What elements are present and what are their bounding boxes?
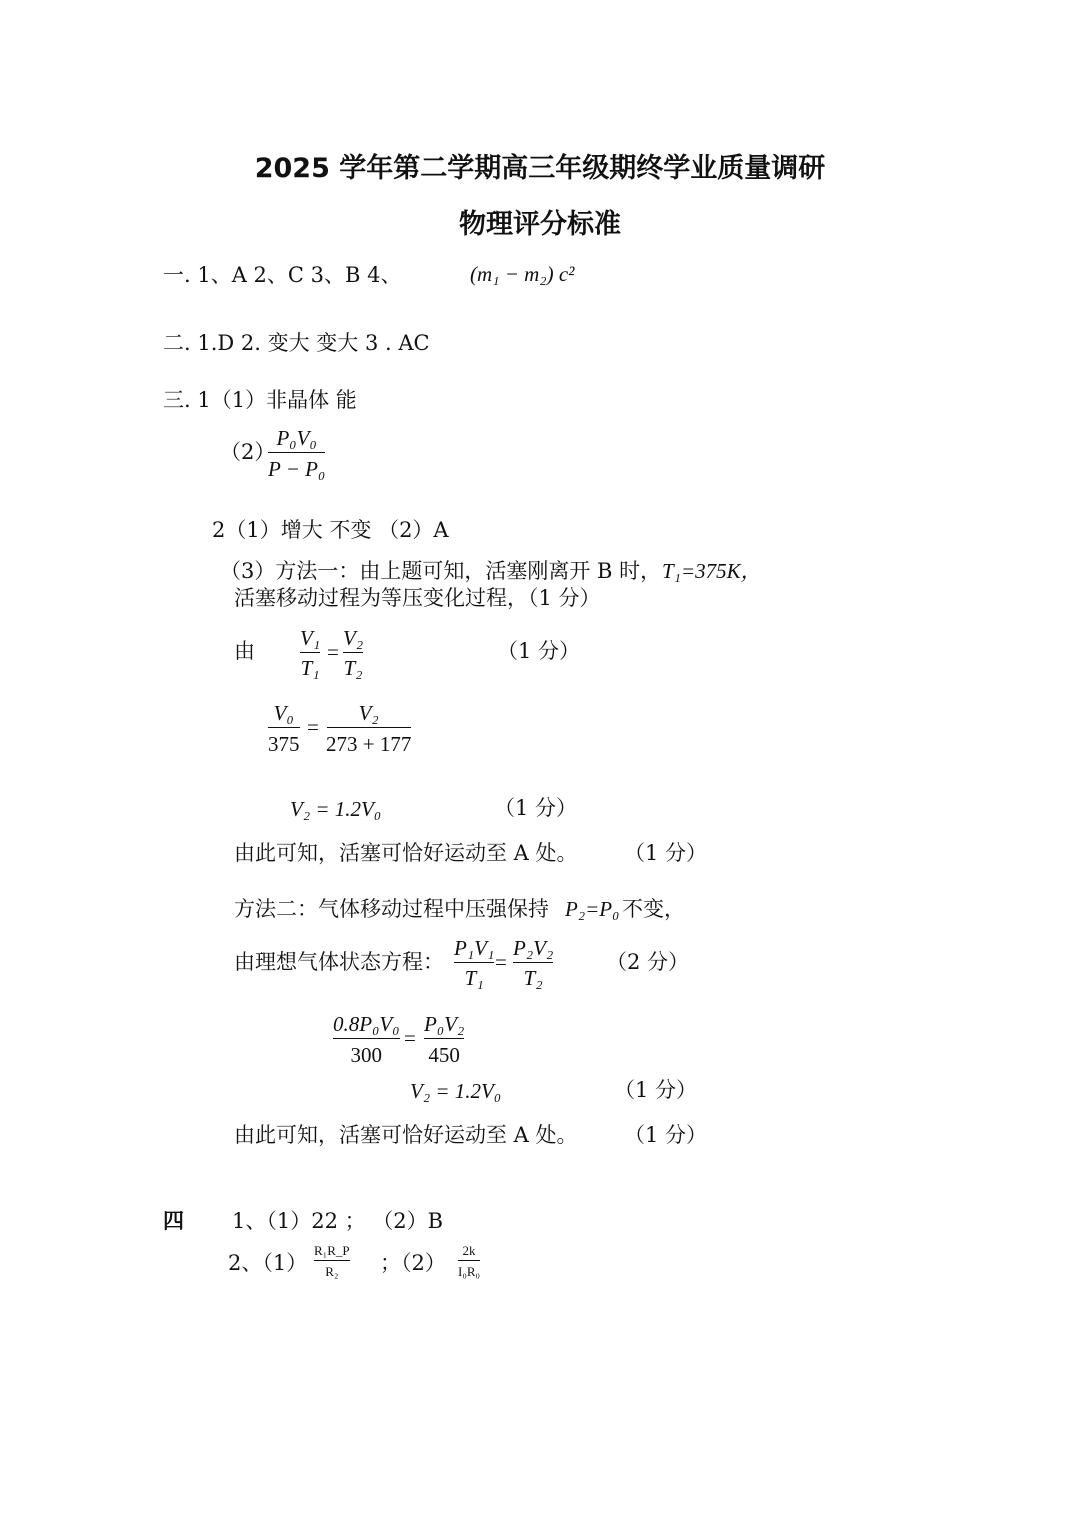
method2-line1: 方法二：气体移动过程中压强保持	[234, 897, 549, 921]
fraction-numerator: P₀V₂	[424, 1012, 465, 1036]
score-mark: （1 分）	[624, 1123, 708, 1147]
fraction-numerator: V₂	[358, 701, 379, 725]
fraction-v2-t2	[343, 628, 363, 679]
method1-line1: （3）方法一：由上题可知，活塞刚离开 B 时，	[220, 559, 662, 583]
fraction-r1rp-r2	[314, 1244, 350, 1278]
fraction-v1-t1	[300, 628, 320, 679]
fraction-denominator: T₁	[300, 656, 320, 680]
fraction-0.8p0v0-300	[333, 1014, 400, 1066]
method1-conclusion: 由此可知，活塞可恰好运动至 A 处。	[234, 841, 578, 865]
fraction-denominator: T₂	[343, 656, 363, 680]
method2-pressure: P₂=P₀	[565, 897, 620, 921]
section2-answers: 二. 1.D 2. 变大 变大 3 . AC	[163, 331, 430, 355]
fraction-numerator: P₂V₂	[513, 936, 554, 960]
fraction-denominator: P − P₀	[268, 457, 326, 481]
fraction-denominator: R₂	[325, 1264, 339, 1279]
section4-q1: 1、（1）22 ； （2）B	[232, 1209, 444, 1233]
section3-q1-2-label: （2）	[220, 440, 276, 464]
method1-result: V₂ = 1.2V₀	[290, 797, 382, 821]
fraction-numerator: P₁V₁	[454, 936, 495, 960]
equals-sign: =	[307, 715, 319, 739]
section3-q2-1: 2（1）增大 不变 （2）A	[212, 518, 449, 542]
score-mark: （2 分）	[606, 950, 690, 974]
fraction-p0v0	[268, 428, 325, 480]
fraction-numerator: R₁R_P	[314, 1243, 350, 1258]
fraction-bar	[333, 1038, 400, 1039]
fraction-denominator: 450	[428, 1043, 460, 1067]
section3-q1-1: 三. 1（1）非晶体 能	[163, 388, 357, 412]
section4-q2-a: 2、（1）	[228, 1251, 308, 1275]
score-mark: （1 分）	[494, 796, 578, 820]
fraction-bar	[424, 1038, 464, 1039]
page-subtitle: 物理评分标准	[459, 209, 621, 240]
method2-line1-end: 不变，	[622, 897, 685, 921]
page-title: 2025 学年第二学期高三年级期终学业质量调研	[254, 153, 826, 184]
fraction-p2v2-t2	[513, 938, 553, 989]
equals-sign: =	[495, 950, 507, 974]
fraction-bar	[314, 1260, 350, 1261]
fraction-denominator: 273 + 177	[326, 732, 412, 756]
fraction-denominator: T₁	[464, 966, 484, 990]
fraction-bar	[343, 652, 363, 653]
fraction-v0-375	[268, 703, 300, 755]
section1-formula: (m₁ − m₂) c²	[470, 262, 575, 286]
method1-t1-value: T₁=375K，	[662, 559, 762, 583]
fraction-bar	[268, 727, 300, 728]
section4-q2-b: ；（2）	[380, 1251, 446, 1275]
fraction-numerator: 0.8P₀V₀	[333, 1012, 400, 1036]
fraction-bar	[454, 962, 494, 963]
fraction-bar	[327, 727, 411, 728]
fraction-denominator: I₀R₀	[458, 1264, 481, 1279]
fraction-numerator: P₀V₀	[276, 426, 317, 450]
equals-sign: =	[327, 640, 339, 664]
fraction-denominator: 375	[268, 732, 300, 756]
method2-line2: 由理想气体状态方程：	[234, 950, 444, 974]
fraction-denominator: 300	[350, 1043, 382, 1067]
fraction-numerator: V₂	[343, 626, 364, 650]
score-mark: （1 分）	[624, 841, 708, 865]
fraction-bar	[268, 452, 325, 453]
fraction-bar	[458, 1260, 480, 1261]
equals-sign: =	[404, 1026, 416, 1050]
fraction-bar	[513, 962, 553, 963]
section1-answers: 一. 1、A 2、C 3、B 4、	[163, 263, 402, 287]
method1-line2: 活塞移动过程为等压变化过程，（1 分）	[234, 586, 601, 610]
method1-by: 由	[234, 639, 255, 663]
score-mark: （1 分）	[497, 639, 581, 663]
fraction-numerator: V₁	[300, 626, 321, 650]
fraction-v2-450	[326, 703, 411, 755]
score-mark: （1 分）	[614, 1078, 698, 1102]
method2-result: V₂ = 1.2V₀	[410, 1079, 502, 1103]
fraction-numerator: V₀	[273, 701, 294, 725]
method2-conclusion: 由此可知，活塞可恰好运动至 A 处。	[234, 1123, 578, 1147]
fraction-2k-i0r0	[458, 1244, 480, 1278]
section4-label: 四	[163, 1209, 184, 1233]
fraction-numerator: 2k	[462, 1243, 476, 1258]
fraction-denominator: T₂	[523, 966, 543, 990]
fraction-p0v2-450	[424, 1014, 464, 1066]
fraction-p1v1-t1	[454, 938, 494, 989]
fraction-bar	[300, 652, 320, 653]
